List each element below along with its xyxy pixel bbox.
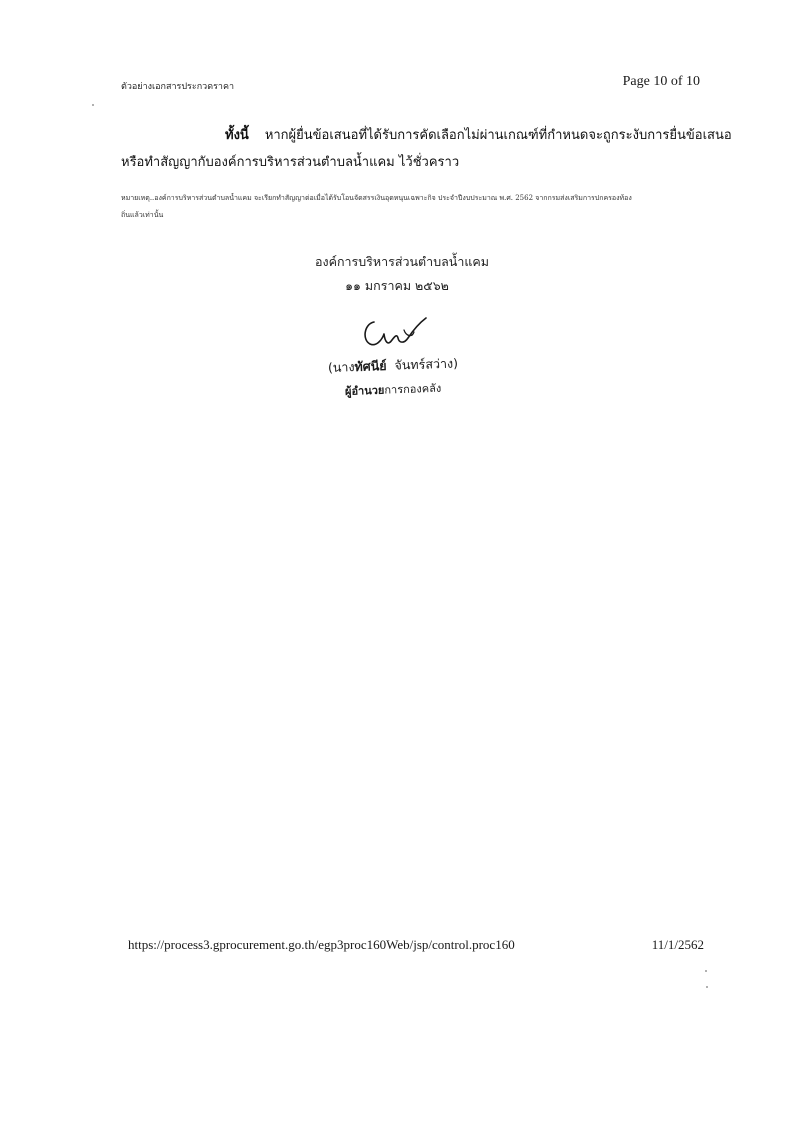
issuing-organization: องค์การบริหารส่วนตำบลน้ำแคม — [314, 254, 490, 269]
footer-url: https://process3.gprocurement.go.th/egp3proc160Web/jsp/control.proc160 — [128, 937, 515, 952]
paragraph-line-1-text: หากผู้ยื่นข้อเสนอที่ได้รับการคัดเลือกไม่ผ่านเกณฑ์ที่กำหนดจะถูกระงับการยื่นข้อเสนอ — [264, 128, 732, 143]
handwritten-signature — [360, 314, 430, 354]
scan-speck — [92, 104, 94, 106]
footer-print-date: 11/1/2562 — [651, 937, 704, 952]
paragraph-line-1 — [225, 124, 732, 145]
signatory-title: (นาง — [327, 359, 355, 375]
page-indicator: Page 10 of 10 — [622, 74, 700, 89]
signatory-position-bold: ผู้อำนวย — [344, 383, 385, 398]
signatory-position-rest: การกองคลัง — [384, 381, 442, 397]
signatory-last-name: จันทร์สว่าง) — [394, 355, 459, 373]
signatory-name — [328, 353, 459, 378]
scan-speck — [705, 970, 707, 972]
remark-line-2: ถิ่นแล้วเท่านั้น — [121, 211, 164, 219]
remark-line-1: หมายเหตุ..องค์การบริหารส่วนตำบลน้ำแคม จะเรียกทำสัญญาต่อเมื่อได้รับโอนจัดสรรเงินอุดหนุนเฉพาะกิจ ประจำปีงบประมาณ พ.ศ. 2562 จากกรมส่งเสริมการปกครองท้อง — [121, 194, 632, 202]
scan-speck — [706, 986, 708, 988]
document-type-label: ตัวอย่างเอกสารประกวดราคา — [121, 82, 235, 92]
paragraph-lead-word: ทั้งนี้ — [225, 128, 249, 143]
issue-date: ๑๑ มกราคม ๒๕๖๒ — [345, 278, 449, 293]
signatory-position — [345, 379, 442, 400]
signatory-first-name: ทัศนีย์ — [354, 357, 387, 375]
paragraph-line-2: หรือทำสัญญากับองค์การบริหารส่วนตำบลน้ำแคม ไว้ชั่วคราว — [121, 155, 460, 170]
